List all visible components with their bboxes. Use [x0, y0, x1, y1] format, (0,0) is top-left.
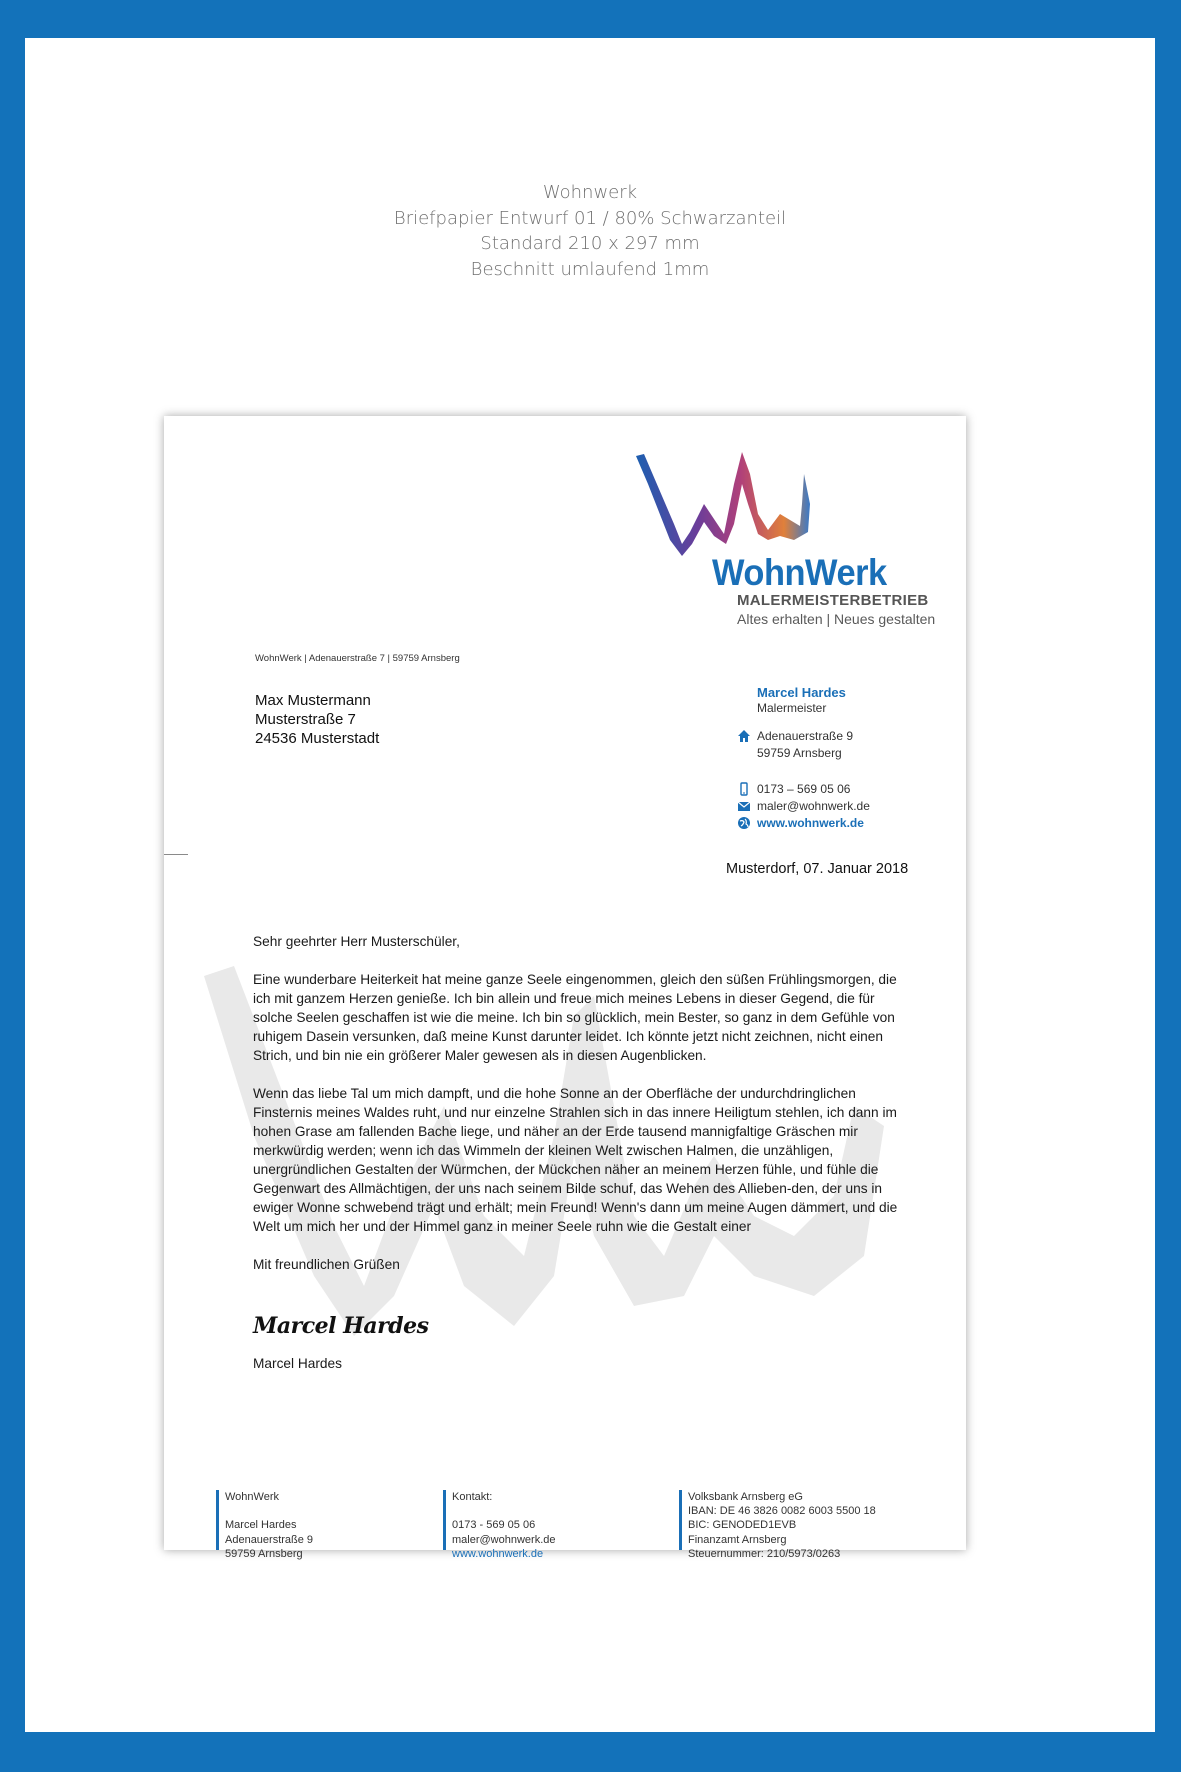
contact-name: Marcel Hardes	[757, 685, 846, 700]
contact-web[interactable]	[737, 816, 864, 830]
contact-email-value[interactable]: maler@wohnwerk.de	[757, 799, 870, 813]
footer-bank	[679, 1490, 876, 1560]
letter-date: Musterdorf, 07. Januar 2018	[726, 861, 909, 877]
paragraph: Eine wunderbare Heiterkeit hat meine ganze Seele eingenommen, gleich den süßen Frühlingsmorgen, die ich mit ganzem Herzen genieße. Ich bin allein und freue mich meines Lebens in dieser Gegend, die für solche Seelen geschaffen ist wie die meine. Ich bin so glücklich, mein Bester, so ganz in dem Gefühle von ruhigem Dasein versunken, daß meine Kunst darunter leidet. Ich könnte jetzt nicht zeichnen, nicht einen Strich, und bin nie ein größerer Maler gewesen als in diesen Augenblicken.	[253, 972, 897, 1063]
brand-tagline: Altes erhalten | Neues gestalten	[737, 611, 936, 627]
phone-icon	[737, 782, 751, 796]
sender-return-line: WohnWerk | Adenauerstraße 7 | 59759 Arnsberg	[255, 653, 460, 664]
design-caption	[25, 180, 1155, 282]
contact-address	[737, 729, 853, 743]
footer-line	[225, 1504, 313, 1518]
contact-web-value[interactable]: www.wohnwerk.de	[757, 816, 864, 830]
footer-line: IBAN: DE 46 3826 0082 6003 5500 18	[688, 1505, 876, 1518]
contact-phone	[737, 782, 850, 796]
footer-line: Adenauerstraße 9	[225, 1533, 314, 1546]
contact-street: Adenauerstraße 9	[757, 729, 854, 743]
footer-contact	[443, 1490, 556, 1560]
contact-role: Malermeister	[757, 701, 827, 715]
caption-line: Beschnitt umlaufend 1mm	[470, 258, 710, 280]
letter-body	[253, 932, 913, 1293]
logo-brush-mark	[634, 444, 814, 554]
footer-line: Finanzamt Arnsberg	[688, 1533, 787, 1546]
caption-line: Briefpapier Entwurf 01 / 80% Schwarzanteil	[393, 207, 787, 229]
footer-web-link[interactable]: www.wohnwerk.de	[452, 1547, 544, 1560]
recipient-street: Musterstraße 7	[255, 711, 356, 728]
footer-line[interactable]: maler@wohnwerk.de	[452, 1533, 556, 1546]
footer-line: Kontakt:	[452, 1491, 493, 1503]
footer-line: Volksbank Arnsberg eG	[688, 1491, 803, 1503]
recipient-name: Max Mustermann	[255, 692, 371, 709]
signature: Marcel Hardes	[253, 1313, 429, 1339]
recipient-city: 24536 Musterstadt	[255, 730, 380, 747]
signed-name: Marcel Hardes	[253, 1356, 342, 1371]
footer-line: Marcel Hardes	[225, 1519, 297, 1532]
recipient-address	[255, 691, 379, 748]
caption-line: Wohnwerk	[542, 182, 638, 203]
closing: Mit freundlichen Grüßen	[253, 1257, 400, 1272]
caption-line: Standard 210 x 297 mm	[480, 233, 700, 254]
letterhead-page	[164, 416, 966, 1560]
contact-phone-value: 0173 – 569 05 06	[757, 782, 851, 796]
footer-line: WohnWerk	[225, 1491, 280, 1503]
footer-company	[216, 1490, 314, 1560]
home-icon	[737, 729, 751, 743]
contact-email[interactable]	[737, 799, 870, 813]
footer-line: 0173 - 569 05 06	[452, 1519, 536, 1532]
brand-subtitle: MALERMEISTERBETRIEB	[737, 592, 929, 609]
contact-city: 59759 Arnsberg	[757, 746, 842, 760]
salutation: Sehr geehrter Herr Musterschüler,	[253, 934, 460, 949]
fold-mark	[164, 854, 188, 855]
paragraph: Wenn das liebe Tal um mich dampft, und die hohe Sonne an der Oberfläche der undurchdringlichen Finsternis meines Waldes ruht, und nur einzelne Strahlen sich in das innere Heiligtum stehlen, ich dann im hohen Grase am fallenden Bache liege, und näher an der Erde tausend mannigfaltige Gräschen mir merkwürdig werden; wenn ich das Wimmeln der kleinen Welt zwischen Halmen, die unzähligen, unergründlichen Gestalten der Würmchen, der Mückchen näher an meinem Herzen fühle, und fühle die Gegenwart des Allmächtigen, der uns nach seinem Bilde schuf, das Wehen des Allieben-den, der uns in ewiger Wonne schwebend trägt und erhält; mein Freund! Wenn's dann um meine Augen dämmert, und die Welt um mich her und der Himmel ganz in meiner Seele ruhn wie die Gestalt einer	[253, 1086, 898, 1234]
footer-line: Steuernummer: 210/5973/0263	[688, 1547, 841, 1560]
footer-line: 59759 Arnsberg	[225, 1547, 303, 1560]
globe-icon	[737, 816, 751, 830]
brand-name: WohnWerk	[712, 552, 887, 593]
mail-icon	[737, 799, 751, 813]
footer-line: BIC: GENODED1EVB	[688, 1519, 797, 1532]
footer-line	[452, 1504, 556, 1518]
